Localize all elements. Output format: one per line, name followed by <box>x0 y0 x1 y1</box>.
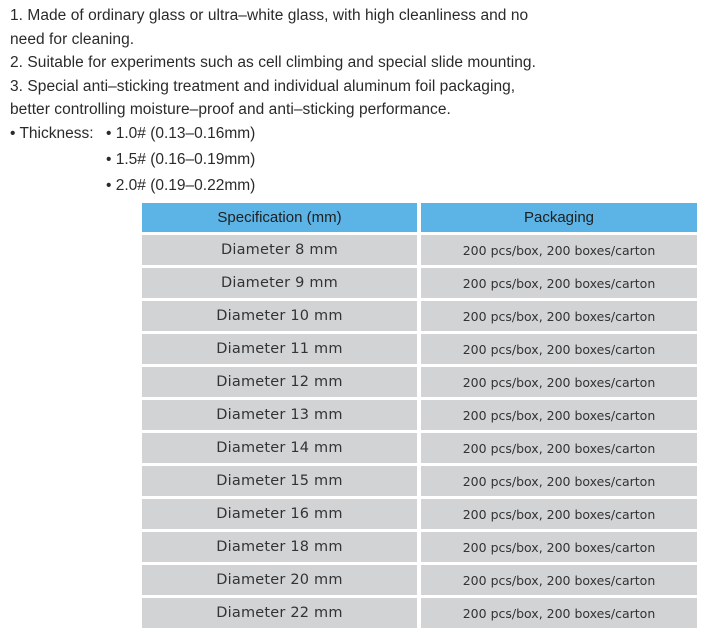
table-row <box>142 433 697 463</box>
note-line-2: need for cleaning. <box>10 30 135 48</box>
cell-specification: Diameter 20 mm <box>142 565 417 595</box>
thickness-option-3: • 2.0# (0.19–0.22mm) <box>106 177 256 194</box>
thickness-values <box>106 121 255 199</box>
cell-packaging: 200 pcs/box, 200 boxes/carton <box>421 433 697 463</box>
thickness-option-1: • 1.0# (0.13–0.16mm) <box>106 125 256 142</box>
table-row <box>142 268 697 298</box>
table-row <box>142 532 697 562</box>
cell-packaging: 200 pcs/box, 200 boxes/carton <box>421 301 697 331</box>
cell-specification: Diameter 15 mm <box>142 466 417 496</box>
note-line-1: 1. Made of ordinary glass or ultra–white glass, with high cleanliness and no <box>10 7 529 24</box>
cell-specification: Diameter 18 mm <box>142 532 417 562</box>
note-line-5: better controlling moisture–proof and anti–sticking performance. <box>10 101 451 118</box>
cell-packaging: 200 pcs/box, 200 boxes/carton <box>421 565 697 595</box>
cell-packaging: 200 pcs/box, 200 boxes/carton <box>421 235 697 265</box>
thickness-list <box>10 121 255 199</box>
header-packaging: Packaging <box>421 203 697 232</box>
cell-specification: Diameter 8 mm <box>142 235 417 265</box>
cell-packaging: 200 pcs/box, 200 boxes/carton <box>421 400 697 430</box>
cell-specification: Diameter 22 mm <box>142 598 417 628</box>
cell-packaging: 200 pcs/box, 200 boxes/carton <box>421 334 697 364</box>
table-row <box>142 235 697 265</box>
cell-specification: Diameter 9 mm <box>142 268 417 298</box>
cell-specification: Diameter 16 mm <box>142 499 417 529</box>
cell-packaging: 200 pcs/box, 200 boxes/carton <box>421 466 697 496</box>
header-specification: Specification (mm) <box>142 203 417 232</box>
thickness-label: • Thickness: <box>10 125 94 142</box>
specification-table <box>138 200 701 631</box>
cell-packaging: 200 pcs/box, 200 boxes/carton <box>421 268 697 298</box>
cell-specification: Diameter 12 mm <box>142 367 417 397</box>
cell-packaging: 200 pcs/box, 200 boxes/carton <box>421 367 697 397</box>
cell-specification: Diameter 14 mm <box>142 433 417 463</box>
table-row <box>142 598 697 628</box>
note-line-3: 2. Suitable for experiments such as cell climbing and special slide mounting. <box>10 54 536 71</box>
product-notes <box>10 4 700 122</box>
table-row <box>142 301 697 331</box>
cell-packaging: 200 pcs/box, 200 boxes/carton <box>421 532 697 562</box>
cell-specification: Diameter 11 mm <box>142 334 417 364</box>
cell-specification: Diameter 10 mm <box>142 301 417 331</box>
cell-packaging: 200 pcs/box, 200 boxes/carton <box>421 499 697 529</box>
table-row <box>142 400 697 430</box>
table-row <box>142 367 697 397</box>
table-header-row <box>142 203 697 232</box>
table-row <box>142 334 697 364</box>
thickness-option-2: • 1.5# (0.16–0.19mm) <box>106 151 256 168</box>
thickness-row <box>10 121 255 199</box>
cell-specification: Diameter 13 mm <box>142 400 417 430</box>
table-row <box>142 466 697 496</box>
note-line-4: 3. Special anti–sticking treatment and individual aluminum foil packaging, <box>10 77 516 95</box>
cell-packaging: 200 pcs/box, 200 boxes/carton <box>421 598 697 628</box>
table-row <box>142 565 697 595</box>
table-row <box>142 499 697 529</box>
